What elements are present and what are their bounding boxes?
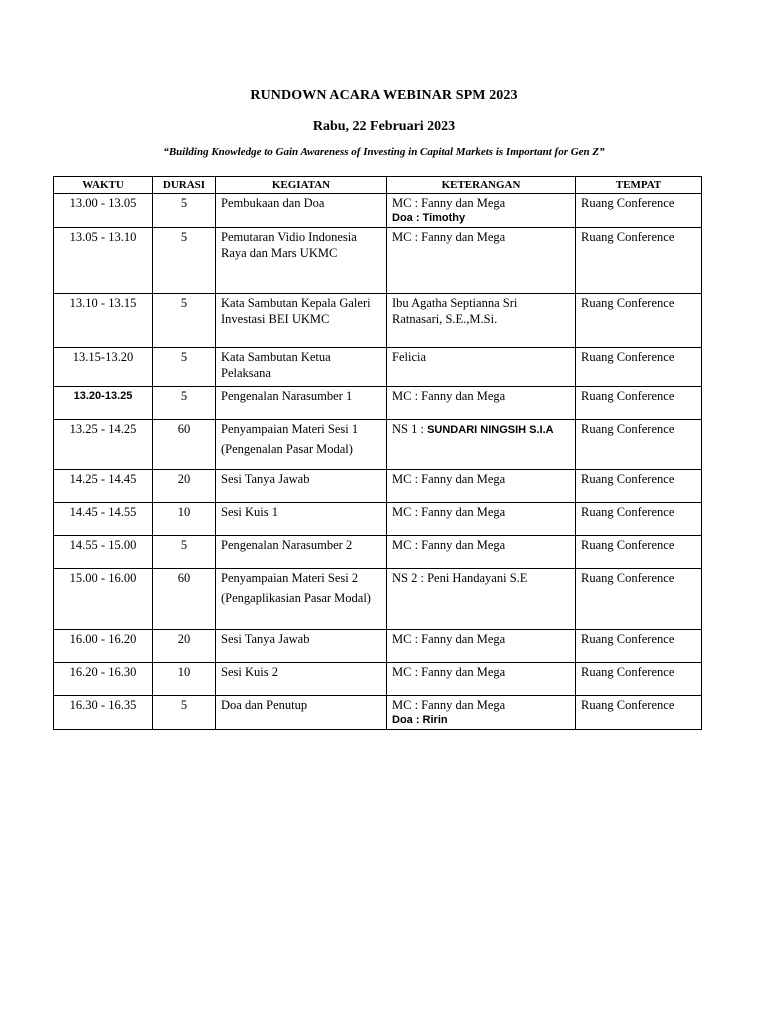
header-kegiatan: KEGIATAN xyxy=(216,177,387,194)
cell-kegiatan xyxy=(216,569,387,630)
table-row xyxy=(54,228,702,294)
cell-tempat: Ruang Conference xyxy=(576,387,702,420)
kegiatan-text: Penyampaian Materi Sesi 1 xyxy=(221,422,359,436)
cell-durasi: 10 xyxy=(153,663,216,696)
cell-durasi: 5 xyxy=(153,294,216,348)
header-tempat: TEMPAT xyxy=(576,177,702,194)
keterangan-text: MC : Fanny dan Mega xyxy=(392,698,506,712)
table-row xyxy=(54,348,702,387)
doa-note: Doa : Timothy xyxy=(392,212,466,224)
header-waktu: WAKTU xyxy=(54,177,153,194)
kegiatan-subtext: (Pengaplikasian Pasar Modal) xyxy=(221,591,371,605)
cell-tempat: Ruang Conference xyxy=(576,630,702,663)
cell-tempat: Ruang Conference xyxy=(576,569,702,630)
cell-tempat: Ruang Conference xyxy=(576,348,702,387)
table-row xyxy=(54,503,702,536)
cell-keterangan xyxy=(387,420,576,470)
kegiatan-text: Sesi Tanya Jawab xyxy=(221,472,310,486)
cell-durasi: 20 xyxy=(153,470,216,503)
document-title: RUNDOWN ACARA WEBINAR SPM 2023 xyxy=(250,88,518,103)
cell-tempat: Ruang Conference xyxy=(576,294,702,348)
cell-kegiatan xyxy=(216,663,387,696)
kegiatan-text: Pembukaan dan Doa xyxy=(221,196,325,210)
cell-kegiatan xyxy=(216,630,387,663)
cell-keterangan xyxy=(387,630,576,663)
keterangan-prefix: NS 1 : xyxy=(392,422,428,436)
cell-tempat: Ruang Conference xyxy=(576,420,702,470)
cell-kegiatan xyxy=(216,294,387,348)
cell-waktu: 13.25 - 14.25 xyxy=(54,420,153,470)
header-durasi: DURASI xyxy=(153,177,216,194)
cell-tempat: Ruang Conference xyxy=(576,470,702,503)
cell-kegiatan xyxy=(216,194,387,228)
table-row xyxy=(54,696,702,730)
cell-keterangan xyxy=(387,387,576,420)
kegiatan-text: Kata Sambutan Kepala Galeri Investasi BEI UKMC xyxy=(221,296,371,326)
kegiatan-text: Penyampaian Materi Sesi 2 xyxy=(221,571,359,585)
kegiatan-text: Sesi Tanya Jawab xyxy=(221,632,310,646)
cell-waktu: 13.15-13.20 xyxy=(54,348,153,387)
cell-keterangan xyxy=(387,503,576,536)
speaker-name: SUNDARI NINGSIH S.I.A xyxy=(427,424,554,436)
cell-waktu: 13.10 - 13.15 xyxy=(54,294,153,348)
cell-keterangan xyxy=(387,663,576,696)
kegiatan-text: Pengenalan Narasumber 2 xyxy=(221,538,353,552)
cell-tempat: Ruang Conference xyxy=(576,503,702,536)
kegiatan-text: Kata Sambutan Ketua Pelaksana xyxy=(221,350,331,380)
cell-durasi: 5 xyxy=(153,387,216,420)
cell-waktu: 16.20 - 16.30 xyxy=(54,663,153,696)
kegiatan-text: Doa dan Penutup xyxy=(221,698,308,712)
kegiatan-text: Pemutaran Vidio Indonesia Raya dan Mars UKMC xyxy=(221,230,357,260)
keterangan-text: MC : Fanny dan Mega xyxy=(392,632,506,646)
cell-kegiatan xyxy=(216,536,387,569)
cell-durasi: 5 xyxy=(153,696,216,730)
cell-tempat: Ruang Conference xyxy=(576,696,702,730)
table-row xyxy=(54,194,702,228)
keterangan-text: MC : Fanny dan Mega xyxy=(392,389,506,403)
cell-kegiatan xyxy=(216,387,387,420)
kegiatan-text: Sesi Kuis 2 xyxy=(221,665,278,679)
cell-keterangan xyxy=(387,194,576,228)
cell-kegiatan xyxy=(216,503,387,536)
cell-durasi: 5 xyxy=(153,228,216,294)
table-row xyxy=(54,569,702,630)
cell-kegiatan xyxy=(216,696,387,730)
cell-kegiatan xyxy=(216,228,387,294)
kegiatan-text: Sesi Kuis 1 xyxy=(221,505,278,519)
cell-waktu: 14.45 - 14.55 xyxy=(54,503,153,536)
cell-waktu: 15.00 - 16.00 xyxy=(54,569,153,630)
table-row xyxy=(54,420,702,470)
cell-waktu: 13.20-13.25 xyxy=(54,387,153,420)
document-date: Rabu, 22 Februari 2023 xyxy=(312,119,456,134)
cell-durasi: 10 xyxy=(153,503,216,536)
cell-keterangan xyxy=(387,569,576,630)
keterangan-text: MC : Fanny dan Mega xyxy=(392,472,506,486)
cell-waktu: 13.05 - 13.10 xyxy=(54,228,153,294)
cell-keterangan xyxy=(387,536,576,569)
cell-waktu: 16.30 - 16.35 xyxy=(54,696,153,730)
cell-keterangan xyxy=(387,348,576,387)
cell-waktu: 13.00 - 13.05 xyxy=(54,194,153,228)
keterangan-text: MC : Fanny dan Mega xyxy=(392,230,506,244)
keterangan-text: Ibu Agatha Septianna Sri Ratnasari, S.E.,M.Si. xyxy=(392,296,518,326)
table-row xyxy=(54,630,702,663)
table-header-row xyxy=(54,177,702,194)
keterangan-text: Felicia xyxy=(392,350,427,364)
kegiatan-subtext: (Pengenalan Pasar Modal) xyxy=(221,442,353,456)
cell-tempat: Ruang Conference xyxy=(576,536,702,569)
header-keterangan: KETERANGAN xyxy=(387,177,576,194)
cell-durasi: 20 xyxy=(153,630,216,663)
webinar-theme: “Building Knowledge to Gain Awareness of Investing in Capital Markets is Important for Gen Z” xyxy=(163,146,605,158)
cell-waktu: 14.25 - 14.45 xyxy=(54,470,153,503)
cell-keterangan xyxy=(387,294,576,348)
cell-tempat: Ruang Conference xyxy=(576,194,702,228)
cell-durasi: 5 xyxy=(153,536,216,569)
cell-kegiatan xyxy=(216,348,387,387)
table-row xyxy=(54,536,702,569)
cell-kegiatan xyxy=(216,470,387,503)
cell-durasi: 60 xyxy=(153,569,216,630)
keterangan-text: MC : Fanny dan Mega xyxy=(392,505,506,519)
cell-durasi: 60 xyxy=(153,420,216,470)
table-row xyxy=(54,294,702,348)
doa-note: Doa : Ririn xyxy=(392,714,448,726)
cell-keterangan xyxy=(387,696,576,730)
keterangan-text: MC : Fanny dan Mega xyxy=(392,665,506,679)
table-row xyxy=(54,663,702,696)
cell-tempat: Ruang Conference xyxy=(576,663,702,696)
cell-waktu: 14.55 - 15.00 xyxy=(54,536,153,569)
cell-keterangan xyxy=(387,470,576,503)
cell-durasi: 5 xyxy=(153,194,216,228)
table-row xyxy=(54,387,702,420)
cell-keterangan xyxy=(387,228,576,294)
cell-kegiatan xyxy=(216,420,387,470)
kegiatan-text: Pengenalan Narasumber 1 xyxy=(221,389,353,403)
table-row xyxy=(54,470,702,503)
cell-durasi: 5 xyxy=(153,348,216,387)
keterangan-text: NS 2 : Peni Handayani S.E xyxy=(392,571,528,585)
rundown-table xyxy=(53,176,702,730)
cell-tempat: Ruang Conference xyxy=(576,228,702,294)
keterangan-text: MC : Fanny dan Mega xyxy=(392,196,506,210)
keterangan-text: MC : Fanny dan Mega xyxy=(392,538,506,552)
cell-waktu: 16.00 - 16.20 xyxy=(54,630,153,663)
